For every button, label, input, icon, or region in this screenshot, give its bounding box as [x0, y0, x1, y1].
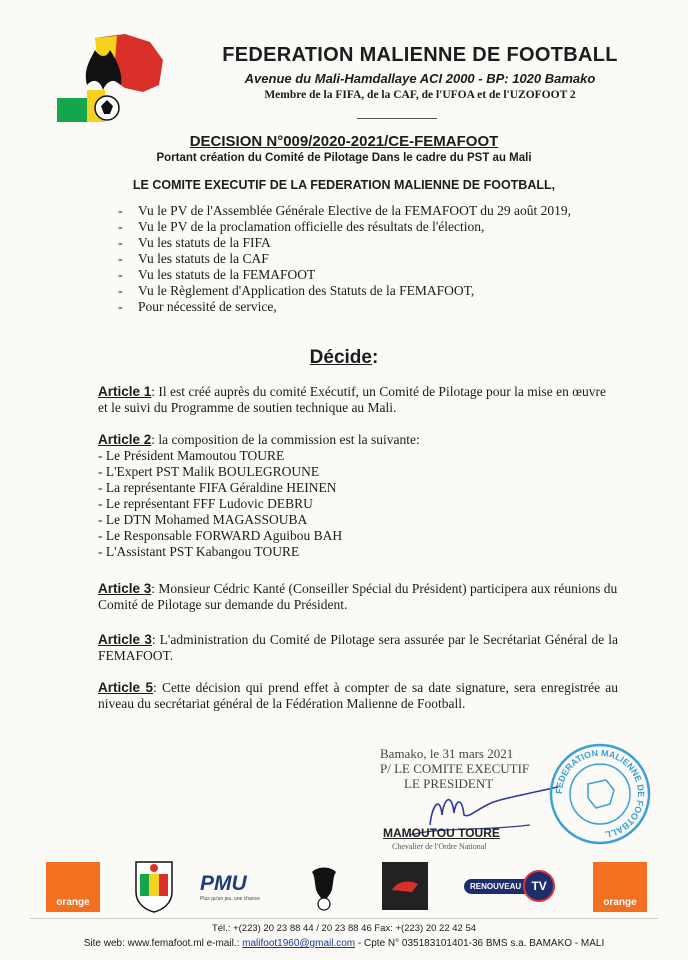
signer-name: MAMOUTOU TOURE — [383, 826, 500, 840]
footer-email-link[interactable]: malifoot1960@gmail.com — [242, 938, 356, 949]
mali-crest-sponsor-logo — [132, 858, 176, 914]
for-committee: P/ LE COMITE EXECUTIF — [380, 761, 530, 776]
organization-address: Avenue du Mali-Hamdallaye ACI 2000 - BP: 1020 Bamako — [244, 71, 596, 86]
member-item: - Le Président Mamoutou TOURE — [98, 448, 285, 463]
article-text: : Cette décision qui prend effet à compter de sa date signature, sera enregistrée au niveau du secrétariat général de la Fédération Malienne de Football. — [98, 680, 618, 711]
organization-name: FEDERATION MALIENNE DE FOOTBALL — [222, 44, 618, 66]
svg-text:FEDERATION MALIENNE DE FOOTBAL: FEDERATION MALIENNE DE FOOTBALL — [553, 747, 647, 840]
member-item: - Le représentant FFF Ludovic DEBRU — [98, 496, 313, 511]
footer-contact-web: Site web: www.femafoot.ml e-mail.: malifoot1960@gmail.com - Cpte N° 035183101401-36 BMS s.a. BAMAKO - MALI — [83, 938, 605, 949]
article-label: Article 3 — [98, 632, 152, 647]
federation-header — [180, 44, 660, 101]
organization-membership: Membre de la FIFA, de la CAF, de l'UFOA et de l'UZOFOOT 2 — [264, 89, 576, 101]
pmu-tagline: Plus qu'un jeu, une chance — [200, 896, 260, 902]
member-item: - La représentante FIFA Géraldine HEINEN — [98, 480, 337, 495]
article-2 — [98, 432, 618, 560]
article-text: : la composition de la commission est la suivante: — [151, 432, 420, 447]
article-label: Article 3 — [98, 581, 152, 596]
eagle-emblem-logo — [306, 862, 342, 912]
renouveau-tv-logo — [464, 870, 555, 902]
federation-logo — [55, 30, 170, 125]
pmu-wordmark: PMU — [200, 872, 247, 895]
article-1 — [98, 384, 618, 416]
article-text: : Il est créé auprès du comité Exécutif, un Comité de Pilotage pour la mise en œuvre et le suivi du Programme de soutien technique au Mali. — [98, 384, 607, 415]
official-stamp — [548, 742, 652, 846]
tv-channel-mark-icon — [390, 876, 420, 896]
consideration-item: - Vu le PV de la proclamation officielle des résultats de l'élection, — [118, 219, 598, 235]
tv-channel-logo — [382, 862, 428, 910]
tv-badge: TV — [523, 870, 555, 902]
consideration-item: - Vu le PV de l'Assemblée Générale Elective de la FEMAFOOT du 29 août 2019, — [118, 203, 598, 219]
decision-subject: Portant création du Comité de Pilotage Dans le cadre du PST au Mali — [156, 152, 532, 164]
place-date: Bamako, le 31 mars 2021 — [380, 746, 514, 761]
article-text: : L'administration du Comité de Pilotage sera assurée par le Secrétariat Général de la FEMAFOOT. — [98, 632, 618, 663]
header-divider — [357, 118, 437, 119]
consideration-item: - Vu le Règlement d'Application des Statuts de la FEMAFOOT, — [118, 283, 598, 299]
article-label: Article 2 — [98, 432, 152, 447]
committee-members-list — [98, 448, 618, 560]
article-3a — [98, 581, 618, 613]
member-item: - Le DTN Mohamed MAGASSOUBA — [98, 512, 308, 527]
consideration-item: - Pour nécessité de service, — [118, 299, 598, 315]
president-title: LE PRESIDENT — [404, 776, 494, 791]
article-text: : Monsieur Cédric Kanté (Conseiller Spécial du Président) participera aux réunions du Comité de Pilotage sur demande du Président. — [98, 581, 618, 612]
member-item: - Le Responsable FORWARD Aguibou BAH — [98, 528, 343, 543]
consideration-item: - Vu les statuts de la FEMAFOOT — [118, 267, 598, 283]
consideration-item: - Vu les statuts de la CAF — [118, 251, 598, 267]
signer-title: Chevalier de l'Ordre National — [392, 842, 487, 851]
consideration-item: - Vu les statuts de la FIFA — [118, 235, 598, 251]
article-3b — [98, 632, 618, 664]
decision-number: DECISION N°009/2020-2021/CE-FEMAFOOT — [189, 133, 499, 150]
article-5 — [98, 680, 618, 712]
article-label: Article 5 — [98, 680, 154, 695]
footer-divider — [30, 918, 658, 919]
article-label: Article 1 — [98, 384, 152, 399]
orange-sponsor-logo: orange — [46, 862, 100, 912]
renouveau-wordmark: RENOUVEAU — [464, 879, 527, 894]
member-item: - L'Assistant PST Kabangou TOURE — [98, 544, 300, 559]
orange-sponsor-logo: orange — [593, 862, 647, 912]
member-item: - L'Expert PST Malik BOULEGROUNE — [98, 464, 320, 479]
considerations-list — [118, 203, 598, 315]
footer-contact-phones: Tél.: +(223) 20 23 88 44 / 20 23 88 46 Fax: +(223) 20 22 42 54 — [211, 923, 477, 934]
committee-heading: LE COMITE EXECUTIF DE LA FEDERATION MALIENNE DE FOOTBALL, — [132, 178, 556, 192]
pmu-sponsor-logo — [200, 872, 260, 902]
decide-heading: Décide: — [309, 347, 379, 368]
